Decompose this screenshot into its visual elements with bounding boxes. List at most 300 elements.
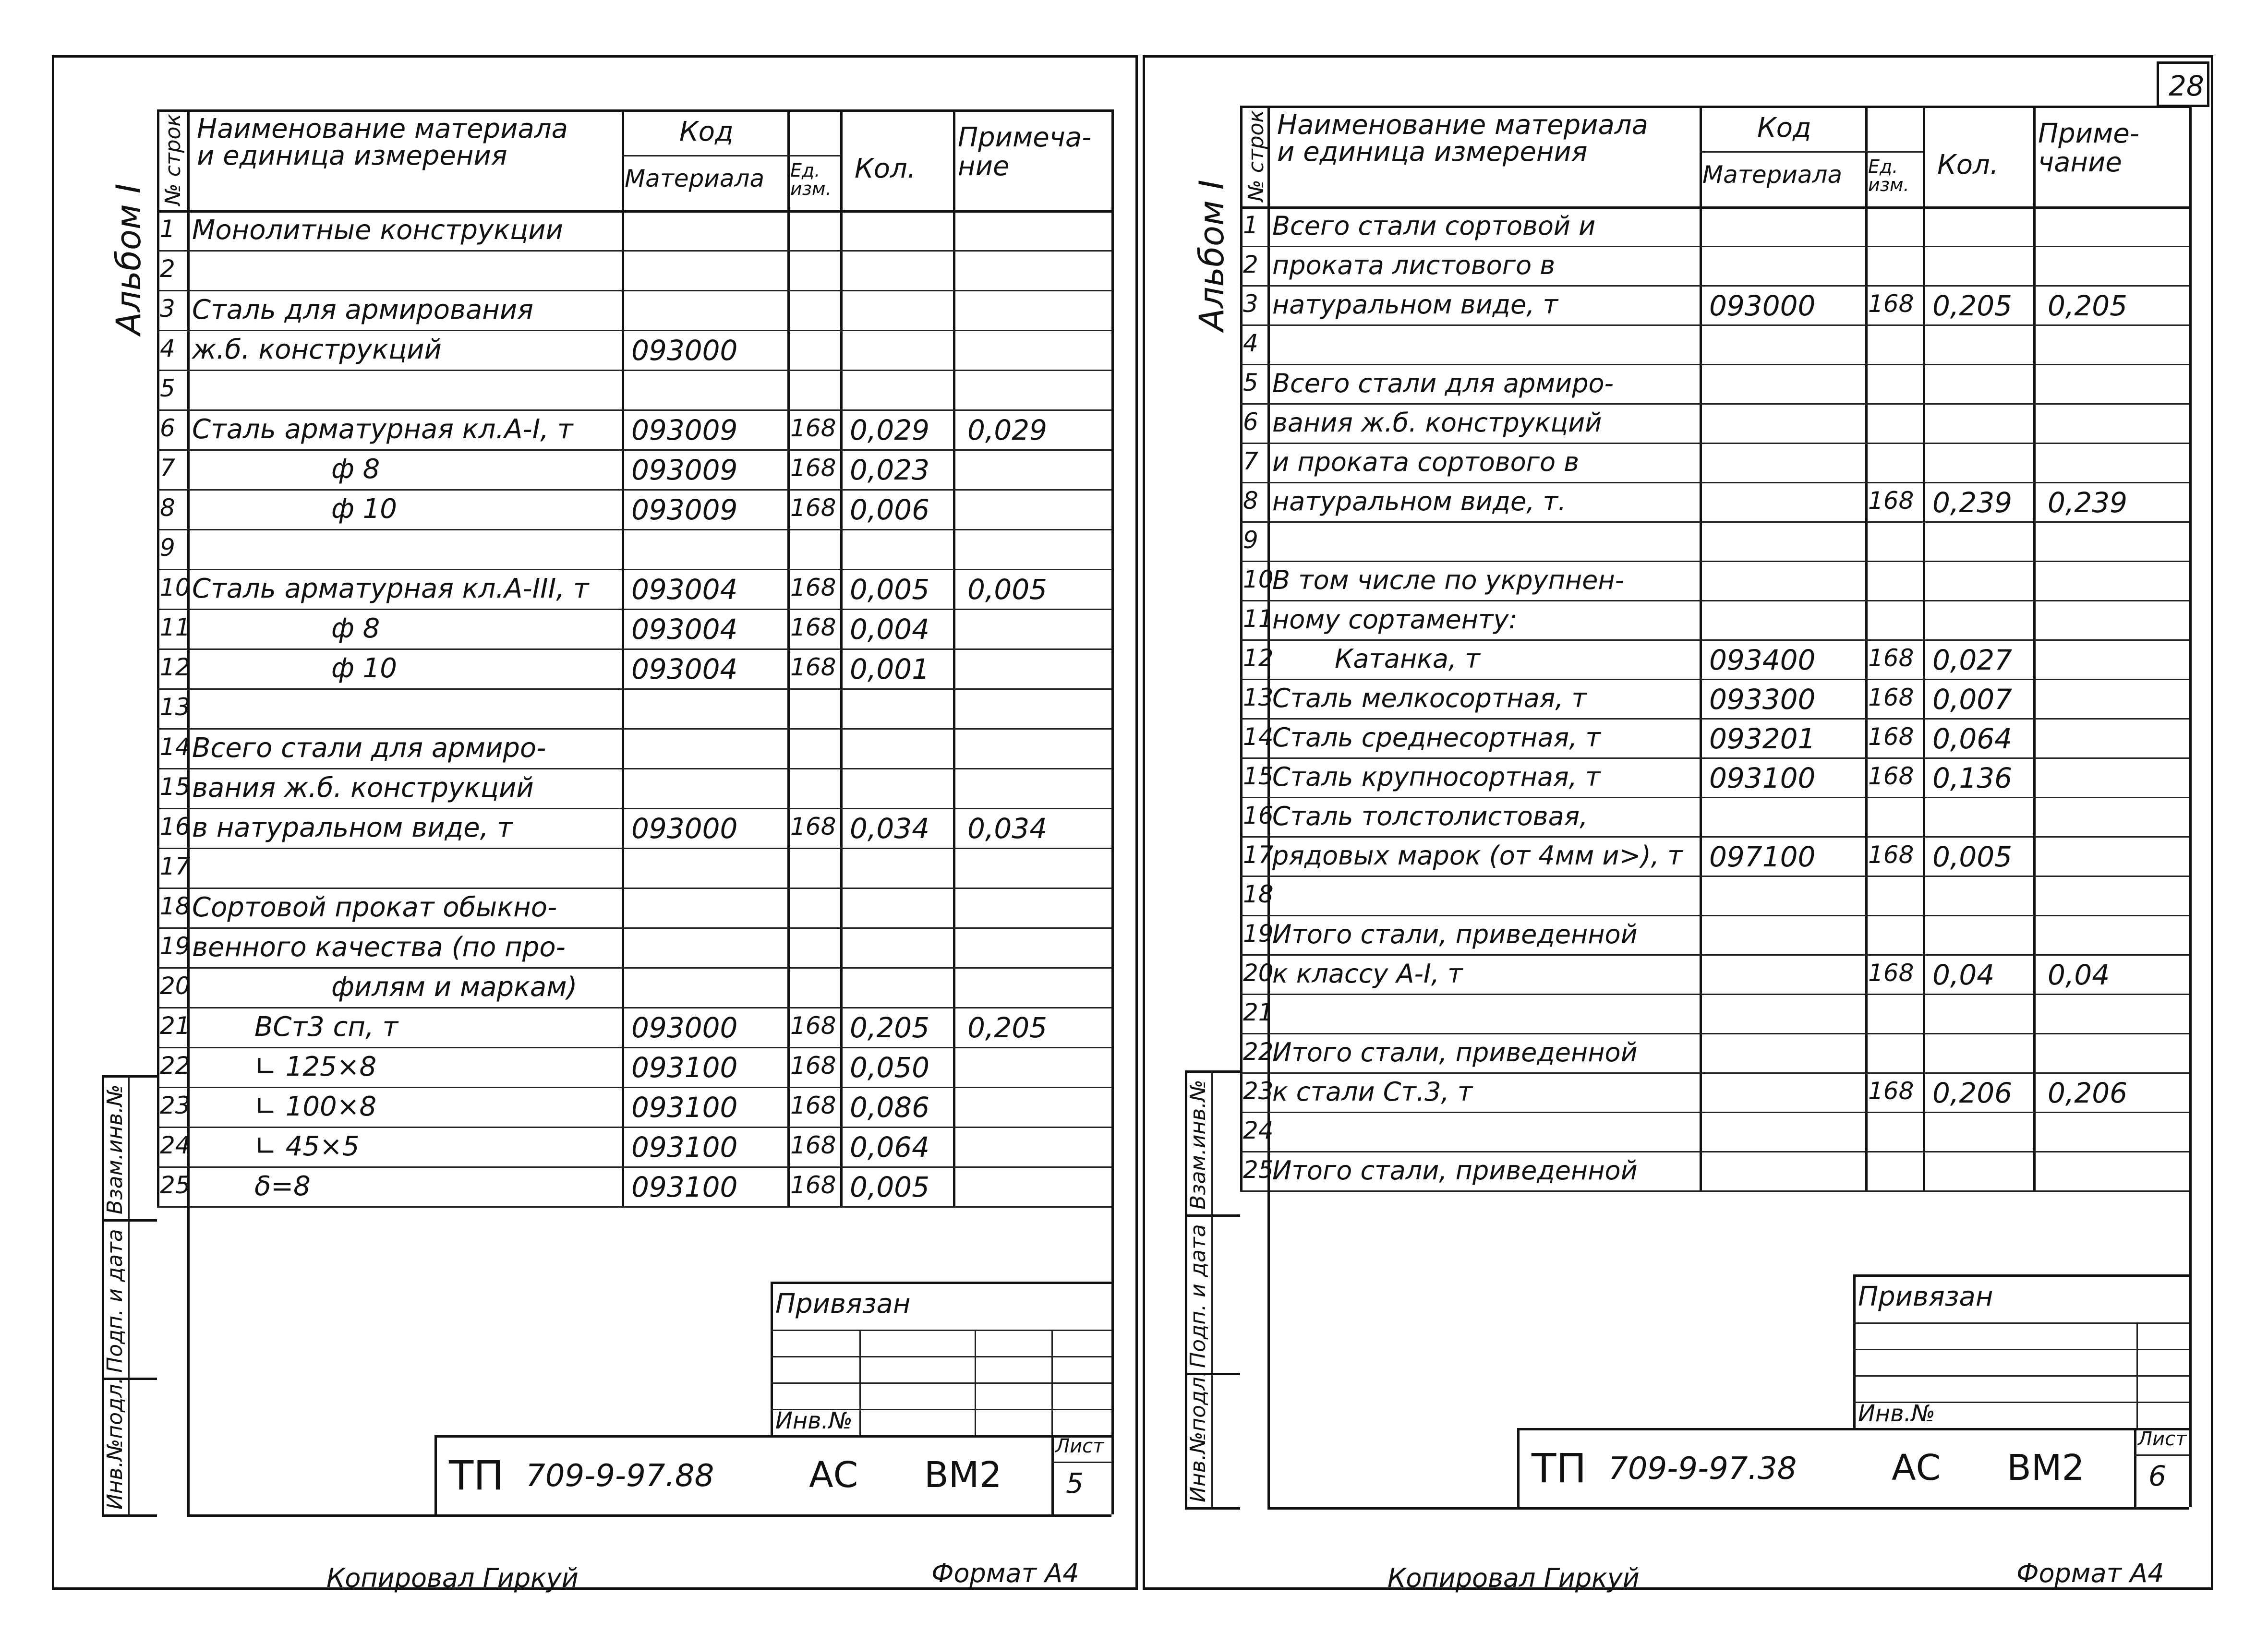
row-qty: 0,206 bbox=[1932, 1077, 2013, 1109]
row-number: 21 bbox=[160, 1012, 191, 1040]
footer-copied-by: Копировал Гиркуй bbox=[1387, 1563, 1640, 1593]
row-qty: 0,023 bbox=[850, 454, 930, 486]
row-code: 093000 bbox=[1709, 289, 1816, 322]
stamp-list-label: Лист bbox=[1055, 1435, 1104, 1457]
row-number: 3 bbox=[1243, 290, 1258, 318]
row-unit: 168 bbox=[790, 1012, 836, 1040]
row-qty: 0,034 bbox=[850, 812, 930, 845]
row-name: вания ж.б. конструкций bbox=[1272, 408, 1602, 438]
row-number: 24 bbox=[1243, 1116, 1274, 1144]
album-label: Альбом I bbox=[109, 183, 148, 335]
table-row-line bbox=[157, 569, 1111, 570]
side-label: Инв.№подл. bbox=[103, 1377, 127, 1510]
row-name: венного качества (по про- bbox=[192, 932, 566, 963]
side-strip-divider bbox=[1185, 1507, 1240, 1510]
title-block-top-line bbox=[434, 1435, 1111, 1438]
table-row-line bbox=[157, 330, 1111, 331]
row-code: 093201 bbox=[1709, 722, 1816, 755]
header-name-line2: и единица измерения bbox=[197, 140, 507, 171]
row-number: 15 bbox=[1243, 762, 1274, 790]
row-number: 20 bbox=[160, 972, 191, 1000]
table-row-line bbox=[157, 1206, 1111, 1208]
row-code: 093000 bbox=[631, 812, 738, 845]
table-row-line bbox=[157, 808, 1111, 809]
title-block-list-line bbox=[2134, 1428, 2136, 1507]
header-material: Материала bbox=[625, 165, 765, 192]
title-block-left-line bbox=[434, 1435, 437, 1514]
row-unit: 168 bbox=[790, 613, 836, 641]
title-block-list-line bbox=[1051, 1435, 1054, 1514]
row-number: 6 bbox=[1243, 408, 1258, 436]
table-row-line bbox=[1240, 285, 2189, 287]
table-column-line bbox=[2189, 106, 2192, 1190]
stamp-top-line bbox=[1853, 1274, 2189, 1277]
row-note: 0,205 bbox=[2048, 289, 2128, 322]
row-number: 1 bbox=[1243, 211, 1258, 239]
table-column-line bbox=[1700, 106, 1702, 1190]
row-number: 9 bbox=[160, 534, 175, 562]
side-strip-mid-line bbox=[1211, 1070, 1213, 1507]
stamp-inv: Инв.№ bbox=[775, 1407, 853, 1434]
table-row-line bbox=[1240, 246, 2189, 247]
table-row-line bbox=[157, 688, 1111, 690]
row-unit: 168 bbox=[1868, 487, 1914, 515]
header-rowno: № строк bbox=[1244, 110, 1268, 202]
row-number: 11 bbox=[160, 613, 191, 641]
header-code-split-line bbox=[1700, 151, 1923, 153]
row-number: 25 bbox=[160, 1171, 191, 1199]
row-code: 093000 bbox=[631, 334, 738, 367]
row-name: ∟ 125×8 bbox=[254, 1051, 377, 1082]
table-row-line bbox=[1240, 1072, 2189, 1074]
side-label: Подп. и дата bbox=[103, 1229, 127, 1373]
row-name: Итого стали, приведенной bbox=[1272, 1155, 1638, 1186]
header-name-line1: Наименование материала bbox=[1277, 109, 1648, 141]
row-code: 093300 bbox=[1709, 683, 1816, 716]
album-label: Альбом I bbox=[1192, 180, 1231, 331]
row-unit: 168 bbox=[790, 1131, 836, 1159]
table-row-line bbox=[1240, 679, 2189, 680]
table-row-line bbox=[157, 888, 1111, 889]
row-number: 17 bbox=[160, 852, 191, 880]
table-row-line bbox=[157, 609, 1111, 610]
table-row-line bbox=[157, 1047, 1111, 1048]
header-rowno: № строк bbox=[161, 114, 185, 205]
stamp-ac: АС bbox=[809, 1454, 858, 1496]
footer-format: Формат А4 bbox=[2016, 1558, 2164, 1588]
row-name: рядовых марок (от 4мм и>), т bbox=[1272, 840, 1683, 871]
table-row-line bbox=[1240, 443, 2189, 444]
table-column-line bbox=[1923, 106, 1925, 1190]
table-row-line bbox=[1240, 1151, 2189, 1152]
row-unit: 168 bbox=[1868, 290, 1914, 318]
stamp-privyazan: Привязан bbox=[775, 1288, 911, 1320]
stamp-line bbox=[1853, 1349, 2189, 1350]
row-note: 0,239 bbox=[2048, 486, 2128, 519]
row-unit: 168 bbox=[790, 574, 836, 601]
stamp-column-line bbox=[2136, 1322, 2138, 1428]
row-name: и проката сортового в bbox=[1272, 447, 1580, 477]
row-unit: 168 bbox=[1868, 723, 1914, 751]
row-name: Сталь арматурная кл.А-I, т bbox=[192, 414, 573, 445]
header-qty: Кол. bbox=[1937, 149, 1999, 180]
row-code: 093004 bbox=[631, 653, 738, 685]
row-code: 093400 bbox=[1709, 644, 1816, 676]
row-unit: 168 bbox=[790, 454, 836, 482]
row-number: 3 bbox=[160, 295, 175, 323]
row-name: Сталь мелкосортная, т bbox=[1272, 683, 1587, 713]
table-row-line bbox=[1240, 1190, 2189, 1192]
stamp-column-line bbox=[859, 1330, 861, 1435]
header-note-line1: Примеча- bbox=[958, 122, 1092, 153]
table-row-line bbox=[1240, 757, 2189, 759]
frame-right-line bbox=[2189, 1190, 2192, 1507]
row-qty: 0,136 bbox=[1932, 762, 2013, 794]
row-note: 0,206 bbox=[2048, 1077, 2128, 1109]
row-name: натуральном виде, т bbox=[1272, 289, 1558, 320]
table-row-line bbox=[1240, 600, 2189, 601]
row-number: 4 bbox=[160, 335, 175, 362]
footer-copied-by: Копировал Гиркуй bbox=[326, 1563, 579, 1593]
row-number: 7 bbox=[1243, 447, 1258, 475]
stamp-list-number: 5 bbox=[1066, 1467, 1084, 1500]
row-name: натуральном виде, т. bbox=[1272, 486, 1567, 516]
table-top-line bbox=[1240, 106, 2189, 108]
table-row-line bbox=[157, 290, 1111, 291]
row-number: 23 bbox=[1243, 1077, 1274, 1105]
row-code: 093100 bbox=[631, 1051, 738, 1084]
row-code: 097100 bbox=[1709, 840, 1816, 873]
row-qty: 0,050 bbox=[850, 1051, 930, 1084]
row-number: 13 bbox=[1243, 684, 1274, 711]
frame-left-line bbox=[187, 1206, 190, 1514]
row-qty: 0,005 bbox=[1932, 840, 2013, 873]
stamp-line bbox=[771, 1382, 1111, 1384]
row-number: 9 bbox=[1243, 526, 1258, 554]
row-qty: 0,086 bbox=[850, 1091, 930, 1124]
row-name: ф 8 bbox=[331, 613, 380, 644]
header-code: Код bbox=[1757, 112, 1811, 144]
table-column-line bbox=[1865, 106, 1868, 1190]
row-code: 093004 bbox=[631, 573, 738, 606]
side-label: Подп. и дата bbox=[1186, 1224, 1210, 1368]
row-number: 2 bbox=[160, 255, 175, 283]
row-qty: 0,064 bbox=[1932, 722, 2013, 755]
row-number: 18 bbox=[160, 892, 191, 920]
row-qty: 0,04 bbox=[1932, 959, 1995, 991]
stamp-doc: 709-9-97.38 bbox=[1608, 1451, 1797, 1487]
frame-bottom-line bbox=[1267, 1507, 2189, 1510]
header-unit: Ед. изм. bbox=[790, 160, 832, 199]
table-row-line bbox=[1240, 364, 2189, 365]
row-number: 7 bbox=[160, 454, 175, 482]
table-row-line bbox=[1240, 797, 2189, 798]
row-qty: 0,239 bbox=[1932, 486, 2013, 519]
row-name: ф 10 bbox=[331, 493, 397, 525]
row-name: ф 10 bbox=[331, 653, 397, 684]
row-number: 16 bbox=[1243, 802, 1274, 829]
table-row-line bbox=[157, 529, 1111, 530]
row-number: 5 bbox=[1243, 369, 1258, 396]
row-number: 19 bbox=[1243, 920, 1274, 948]
header-bottom-line bbox=[1240, 206, 2189, 209]
table-column-line bbox=[157, 109, 159, 1206]
table-row-line bbox=[1240, 521, 2189, 523]
table-row-line bbox=[1240, 639, 2189, 641]
row-unit: 168 bbox=[1868, 841, 1914, 869]
row-name: Всего стали для армиро- bbox=[192, 732, 546, 764]
row-number: 16 bbox=[160, 813, 191, 840]
row-qty: 0,004 bbox=[850, 613, 930, 646]
row-name: ж.б. конструкций bbox=[192, 334, 442, 365]
side-strip-divider bbox=[1185, 1214, 1240, 1217]
row-qty: 0,006 bbox=[850, 493, 930, 526]
row-number: 18 bbox=[1243, 880, 1274, 908]
row-note: 0,04 bbox=[2048, 959, 2110, 991]
table-column-line bbox=[1111, 109, 1114, 1206]
row-qty: 0,064 bbox=[850, 1131, 930, 1164]
row-qty: 0,205 bbox=[850, 1011, 930, 1044]
row-number: 20 bbox=[1243, 959, 1274, 987]
table-row-line bbox=[157, 648, 1111, 650]
header-name-line1: Наименование материала bbox=[197, 113, 568, 144]
title-block-top-line bbox=[1517, 1428, 2189, 1430]
row-code: 093100 bbox=[631, 1131, 738, 1164]
table-row-line bbox=[1240, 718, 2189, 720]
row-name: δ=8 bbox=[254, 1171, 311, 1202]
row-number: 15 bbox=[160, 773, 191, 801]
header-bottom-line bbox=[157, 210, 1111, 213]
row-name: вания ж.б. конструкций bbox=[192, 772, 534, 804]
side-label: Инв.№подл. bbox=[1186, 1370, 1210, 1502]
row-number: 25 bbox=[1243, 1156, 1274, 1184]
row-name: Катанка, т bbox=[1335, 644, 1480, 674]
row-name: В том числе по укрупнен- bbox=[1272, 565, 1625, 595]
row-number: 10 bbox=[1243, 565, 1274, 593]
row-name: Всего стали сортовой и bbox=[1272, 211, 1596, 241]
row-unit: 168 bbox=[1868, 684, 1914, 711]
row-qty: 0,205 bbox=[1932, 289, 2013, 322]
row-code: 093004 bbox=[631, 613, 738, 646]
row-number: 1 bbox=[160, 215, 175, 243]
row-note: 0,029 bbox=[967, 414, 1048, 446]
side-label: Взам.инв.№ bbox=[103, 1084, 127, 1214]
row-name: Сталь крупносортная, т bbox=[1272, 762, 1601, 792]
table-row-line bbox=[1240, 482, 2189, 483]
row-name: к стали Ст.3, т bbox=[1272, 1077, 1473, 1107]
row-unit: 168 bbox=[1868, 644, 1914, 672]
table-top-line bbox=[157, 109, 1111, 112]
header-unit: Ед. изм. bbox=[1868, 156, 1909, 195]
table-row-line bbox=[157, 489, 1111, 491]
table-row-line bbox=[157, 449, 1111, 451]
row-number: 11 bbox=[1243, 605, 1274, 633]
row-code: 093100 bbox=[1709, 762, 1816, 794]
side-strip-mid-line bbox=[128, 1075, 130, 1514]
row-name: ному сортаменту: bbox=[1272, 604, 1518, 635]
row-name: Сталь для армирования bbox=[192, 294, 533, 325]
table-row-line bbox=[1240, 836, 2189, 838]
row-unit: 168 bbox=[790, 1171, 836, 1199]
table-row-line bbox=[157, 848, 1111, 849]
table-row-line bbox=[1240, 324, 2189, 326]
row-qty: 0,029 bbox=[850, 414, 930, 446]
table-column-line bbox=[622, 109, 624, 1206]
row-note: 0,005 bbox=[967, 573, 1048, 606]
row-name: Монолитные конструкции bbox=[192, 215, 563, 246]
stamp-list-label: Лист bbox=[2138, 1428, 2187, 1450]
table-column-line bbox=[2033, 106, 2036, 1190]
row-unit: 168 bbox=[1868, 1077, 1914, 1105]
table-row-line bbox=[1240, 561, 2189, 562]
frame-right-line bbox=[1111, 1206, 1114, 1514]
row-number: 22 bbox=[1243, 1038, 1274, 1066]
table-row-line bbox=[1240, 1112, 2189, 1113]
row-unit: 168 bbox=[790, 653, 836, 681]
row-qty: 0,005 bbox=[850, 1171, 930, 1203]
frame-bottom-line bbox=[187, 1514, 1111, 1517]
table-row-line bbox=[1240, 915, 2189, 916]
stamp-top-line bbox=[771, 1282, 1111, 1284]
table-row-line bbox=[157, 967, 1111, 969]
page-number: 28 bbox=[2169, 70, 2204, 102]
row-name: ф 8 bbox=[331, 454, 380, 485]
row-name: Сортовой прокат обыкно- bbox=[192, 892, 557, 923]
row-unit: 168 bbox=[1868, 959, 1914, 987]
row-number: 4 bbox=[1243, 329, 1258, 357]
side-strip-top-line bbox=[1185, 1070, 1243, 1073]
row-qty: 0,027 bbox=[1932, 644, 2013, 676]
table-row-line bbox=[157, 728, 1111, 730]
row-name: Итого стали, приведенной bbox=[1272, 1037, 1638, 1068]
row-number: 12 bbox=[160, 653, 191, 681]
header-note-line1: Приме- bbox=[2038, 118, 2139, 149]
row-name: ВСт3 сп, т bbox=[254, 1011, 398, 1043]
row-name: Сталь среднесортная, т bbox=[1272, 722, 1601, 753]
row-number: 14 bbox=[160, 733, 191, 761]
header-note-line2: ние bbox=[958, 151, 1010, 182]
row-code: 093009 bbox=[631, 414, 738, 446]
row-code: 093100 bbox=[631, 1171, 738, 1203]
row-unit: 168 bbox=[790, 1092, 836, 1119]
row-name: ∟ 100×8 bbox=[254, 1091, 377, 1122]
table-row-line bbox=[157, 1087, 1111, 1088]
side-label: Взам.инв.№ bbox=[1186, 1080, 1210, 1210]
stamp-tp: ТП bbox=[449, 1452, 504, 1499]
row-number: 22 bbox=[160, 1052, 191, 1080]
table-row-line bbox=[157, 927, 1111, 929]
stamp-column-line bbox=[975, 1330, 976, 1435]
table-row-line bbox=[157, 370, 1111, 371]
stamp-inv: Инв.№ bbox=[1858, 1400, 1935, 1427]
row-number: 6 bbox=[160, 414, 175, 442]
stamp-left-line bbox=[1853, 1274, 1856, 1428]
stamp-vm: ВМ2 bbox=[2007, 1447, 2085, 1488]
row-code: 093100 bbox=[631, 1091, 738, 1124]
stamp-line bbox=[1853, 1322, 2189, 1324]
table-row-line bbox=[1240, 1033, 2189, 1034]
header-material: Материала bbox=[1702, 161, 1843, 189]
row-number: 13 bbox=[160, 693, 191, 721]
row-number: 10 bbox=[160, 574, 191, 601]
row-note: 0,034 bbox=[967, 812, 1048, 845]
side-strip-divider bbox=[102, 1514, 157, 1517]
table-column-line bbox=[953, 109, 955, 1206]
row-number: 19 bbox=[160, 932, 191, 960]
table-row-line bbox=[157, 1166, 1111, 1168]
table-row-line bbox=[1240, 954, 2189, 956]
row-name: Сталь толстолистовая, bbox=[1272, 801, 1588, 831]
table-column-line bbox=[840, 109, 843, 1206]
row-number: 21 bbox=[1243, 998, 1274, 1026]
row-number: 8 bbox=[160, 494, 175, 522]
row-name: проката листового в bbox=[1272, 250, 1556, 280]
table-row-line bbox=[157, 768, 1111, 769]
row-code: 093009 bbox=[631, 454, 738, 486]
stamp-tp: ТП bbox=[1532, 1445, 1587, 1492]
stamp-list-number: 6 bbox=[2148, 1460, 2166, 1492]
stamp-column-line bbox=[1051, 1330, 1053, 1435]
row-code: 093000 bbox=[631, 1011, 738, 1044]
row-qty: 0,005 bbox=[850, 573, 930, 606]
row-unit: 168 bbox=[1868, 762, 1914, 790]
row-number: 5 bbox=[160, 374, 175, 402]
stamp-ac: АС bbox=[1892, 1447, 1941, 1488]
stamp-line bbox=[771, 1356, 1111, 1357]
row-unit: 168 bbox=[790, 414, 836, 442]
row-number: 23 bbox=[160, 1092, 191, 1119]
row-name: Сталь арматурная кл.А-III, т bbox=[192, 573, 589, 604]
stamp-left-line bbox=[771, 1282, 773, 1435]
stamp-vm: ВМ2 bbox=[924, 1454, 1002, 1496]
frame-left-line bbox=[1267, 1190, 1270, 1507]
row-unit: 168 bbox=[790, 494, 836, 522]
row-note: 0,205 bbox=[967, 1011, 1048, 1044]
row-number: 17 bbox=[1243, 841, 1274, 869]
header-code-split-line bbox=[622, 155, 840, 156]
side-strip-divider bbox=[102, 1219, 157, 1222]
row-qty: 0,007 bbox=[1932, 683, 2013, 716]
row-qty: 0,001 bbox=[850, 653, 930, 685]
side-strip-top-line bbox=[102, 1075, 159, 1078]
table-row-line bbox=[1240, 994, 2189, 995]
row-name: к классу А-I, т bbox=[1272, 959, 1463, 989]
row-name: Всего стали для армиро- bbox=[1272, 368, 1614, 398]
header-name-line2: и единица измерения bbox=[1277, 136, 1588, 168]
row-name: Итого стали, приведенной bbox=[1272, 919, 1638, 949]
footer-format: Формат А4 bbox=[931, 1558, 1079, 1588]
row-code: 093009 bbox=[631, 493, 738, 526]
table-row-line bbox=[157, 1127, 1111, 1128]
table-row-line bbox=[157, 1007, 1111, 1008]
row-name: ∟ 45×5 bbox=[254, 1131, 360, 1162]
row-number: 8 bbox=[1243, 487, 1258, 515]
stamp-privyazan: Привязан bbox=[1858, 1281, 1993, 1312]
title-block-list-split bbox=[1051, 1462, 1111, 1463]
stamp-doc: 709-9-97.88 bbox=[526, 1458, 714, 1494]
row-number: 12 bbox=[1243, 644, 1274, 672]
table-column-line bbox=[787, 109, 790, 1206]
title-block-left-line bbox=[1517, 1428, 1520, 1507]
row-number: 2 bbox=[1243, 251, 1258, 278]
stamp-line bbox=[1853, 1375, 2189, 1377]
row-unit: 168 bbox=[790, 1052, 836, 1080]
table-column-line bbox=[1240, 106, 1243, 1190]
header-code: Код bbox=[679, 116, 734, 147]
header-note-line2: чание bbox=[2038, 147, 2122, 178]
header-qty: Кол. bbox=[855, 153, 916, 184]
row-name: филям и маркам) bbox=[331, 972, 578, 1003]
